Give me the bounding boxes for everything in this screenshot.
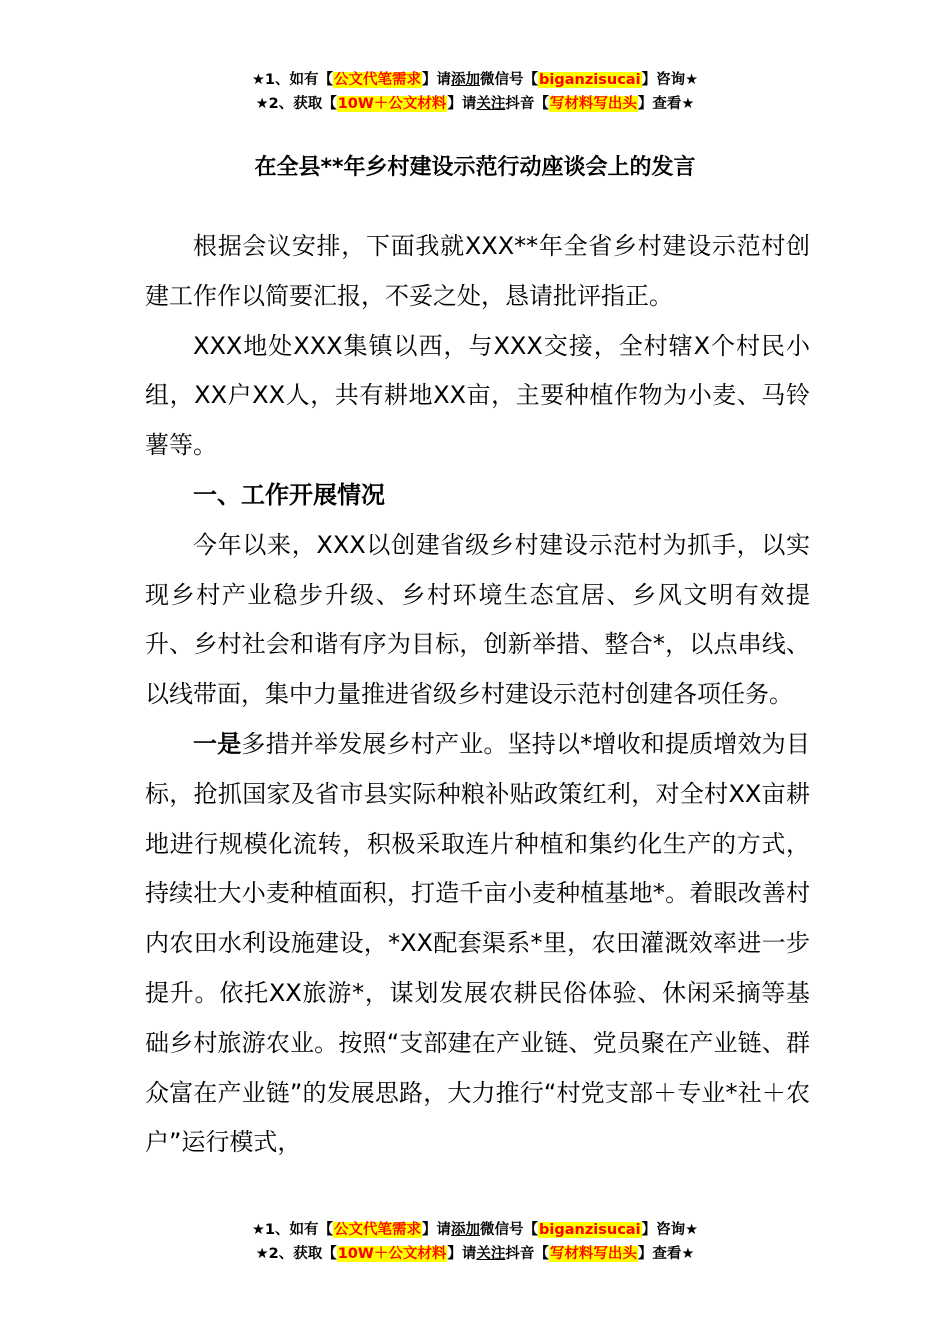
promo-text: 抖音【 [505, 1246, 549, 1262]
document-body [145, 222, 810, 1168]
promo-highlight: biganzisucai [539, 72, 641, 88]
promo-text: 抖音【 [505, 96, 549, 112]
paragraph-intro: 根据会议安排，下面我就XXX**年全省乡村建设示范村创建工作作以简要汇报，不妥之处，恳请批评指正。 [145, 232, 810, 310]
document-title: 在全县**年乡村建设示范行动座谈会上的发言 [254, 155, 696, 180]
promo-line-2 [0, 92, 950, 116]
promo-underline: 添加 [451, 72, 481, 88]
promo-text: 】咨询★ [641, 1222, 699, 1238]
promo-underline: 添加 [451, 1222, 481, 1238]
promo-highlight: 10W＋公文材料 [337, 96, 447, 112]
section-heading: 一、工作开展情况 [193, 480, 385, 509]
promo-header [0, 68, 950, 116]
promo-text: ★2、获取【 [255, 96, 337, 112]
promo-highlight: biganzisucai [539, 1222, 641, 1238]
promo-text: ★1、如有【 [251, 1222, 334, 1238]
promo-text: ★2、获取【 [255, 1246, 337, 1262]
promo-text: 】请 [447, 96, 477, 112]
paragraph-industry-text: 多措并举发展乡村产业。坚持以*增收和提质增效为目标，抢抓国家及省市县实际种粮补贴政策红利，对全村XX亩耕地进行规模化流转，积极采取连片种植和集约化生产的方式，持续壮大小麦种植面积，打造千亩小麦种植基地*。着眼改善村内农田水利设施建设，*XX配套渠系*里，农田灌溉效率进一步提升。依托XX旅游*，谋划发展农耕民俗体验、休闲采摘等基础乡村旅游农业。按照“支部建在产业链、党员聚在产业链、群众富在产业链”的发展思路，大力推行“村党支部＋专业*社＋农户”运行模式， [145, 729, 811, 1157]
promo-line-2 [0, 1242, 950, 1266]
promo-text: 】请 [422, 1222, 452, 1238]
promo-highlight: 公文代笔需求 [334, 1222, 422, 1238]
promo-footer [0, 1218, 950, 1266]
paragraph-overview: 今年以来，XXX以创建省级乡村建设示范村为抓手，以实现乡村产业稳步升级、乡村环境生态宜居、乡风文明有效提升、乡村社会和谐有序为目标，创新举措、整合*，以点串线、以线带面，集中力量推进省级乡村建设示范村创建各项任务。 [145, 530, 810, 709]
paragraph-lead: 一是 [193, 729, 242, 758]
promo-line-1 [0, 68, 950, 92]
promo-line-1 [0, 1218, 950, 1242]
promo-highlight: 10W＋公文材料 [337, 1246, 447, 1262]
promo-text: ★1、如有【 [251, 72, 334, 88]
promo-text: 】查看★ [637, 96, 695, 112]
promo-text: 】请 [447, 1246, 477, 1262]
paragraph-industry [145, 720, 810, 1168]
paragraph-village-profile: XXX地处XXX集镇以西，与XXX交接，全村辖X个村民小组，XX户XX人，共有耕地XX亩，主要种植作物为小麦、马铃薯等。 [145, 331, 810, 460]
promo-text: 】请 [422, 72, 452, 88]
promo-underline: 关注 [476, 96, 506, 112]
promo-highlight: 写材料写出头 [549, 1246, 637, 1262]
promo-highlight: 写材料写出头 [549, 96, 637, 112]
promo-text: 微信号【 [480, 1222, 539, 1238]
promo-underline: 关注 [476, 1246, 506, 1262]
promo-text: 】查看★ [637, 1246, 695, 1262]
promo-text: 微信号【 [480, 72, 539, 88]
promo-highlight: 公文代笔需求 [334, 72, 422, 88]
promo-text: 】咨询★ [641, 72, 699, 88]
